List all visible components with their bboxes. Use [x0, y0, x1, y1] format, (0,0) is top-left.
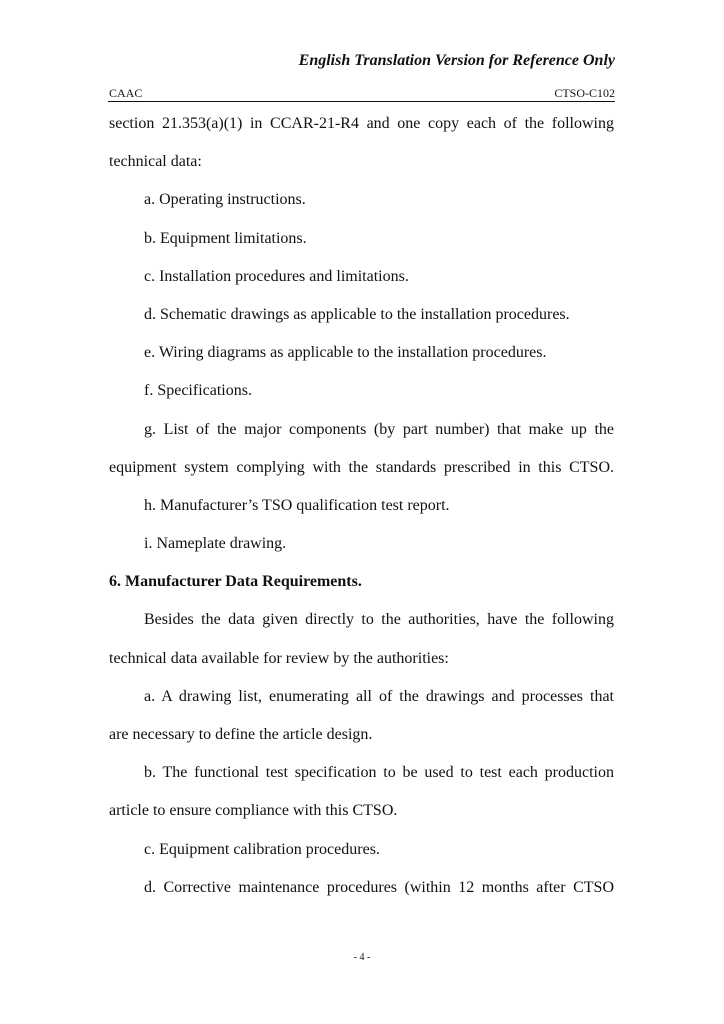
list-item: b. Equipment limitations.: [144, 229, 307, 247]
section-heading: 6. Manufacturer Data Requirements.: [109, 573, 362, 591]
list-item: d. Corrective maintenance procedures (within 12 months after CTSO: [144, 878, 614, 896]
list-item-continuation: article to ensure compliance with this CTSO.: [109, 802, 398, 820]
document-body: [109, 109, 614, 911]
header-document-number: CTSO-C102: [554, 86, 615, 100]
paragraph-line: Besides the data given directly to the authorities, have the following: [144, 611, 614, 629]
header-divider: [108, 101, 615, 102]
page-number: - 4 -: [353, 952, 371, 963]
list-item: i. Nameplate drawing.: [144, 535, 287, 553]
header-authority: CAAC: [109, 86, 143, 100]
list-item: c. Equipment calibration procedures.: [144, 840, 380, 858]
paragraph-line: section 21.353(a)(1) in CCAR-21-R4 and one copy each of the following: [109, 115, 614, 132]
list-item: a. A drawing list, enumerating all of the drawings and processes that: [144, 687, 614, 705]
list-item-continuation: are necessary to define the article design.: [109, 726, 373, 743]
paragraph-line: technical data available for review by the authorities:: [109, 649, 449, 667]
list-item: a. Operating instructions.: [144, 191, 306, 209]
list-item: f. Specifications.: [144, 382, 252, 400]
paragraph-line: technical data:: [109, 153, 202, 171]
list-item: b. The functional test specification to be used to test each production: [144, 764, 614, 782]
list-item-continuation: equipment system complying with the standards prescribed in this CTSO.: [109, 458, 614, 476]
list-item: h. Manufacturer’s TSO qualification test report.: [144, 496, 450, 514]
list-item: e. Wiring diagrams as applicable to the installation procedures.: [144, 344, 547, 362]
list-item: g. List of the major components (by part number) that make up the: [144, 420, 614, 438]
translation-notice: English Translation Version for Reference Only: [298, 52, 615, 69]
list-item: d. Schematic drawings as applicable to the installation procedures.: [144, 305, 570, 323]
list-item: c. Installation procedures and limitations.: [144, 267, 409, 285]
